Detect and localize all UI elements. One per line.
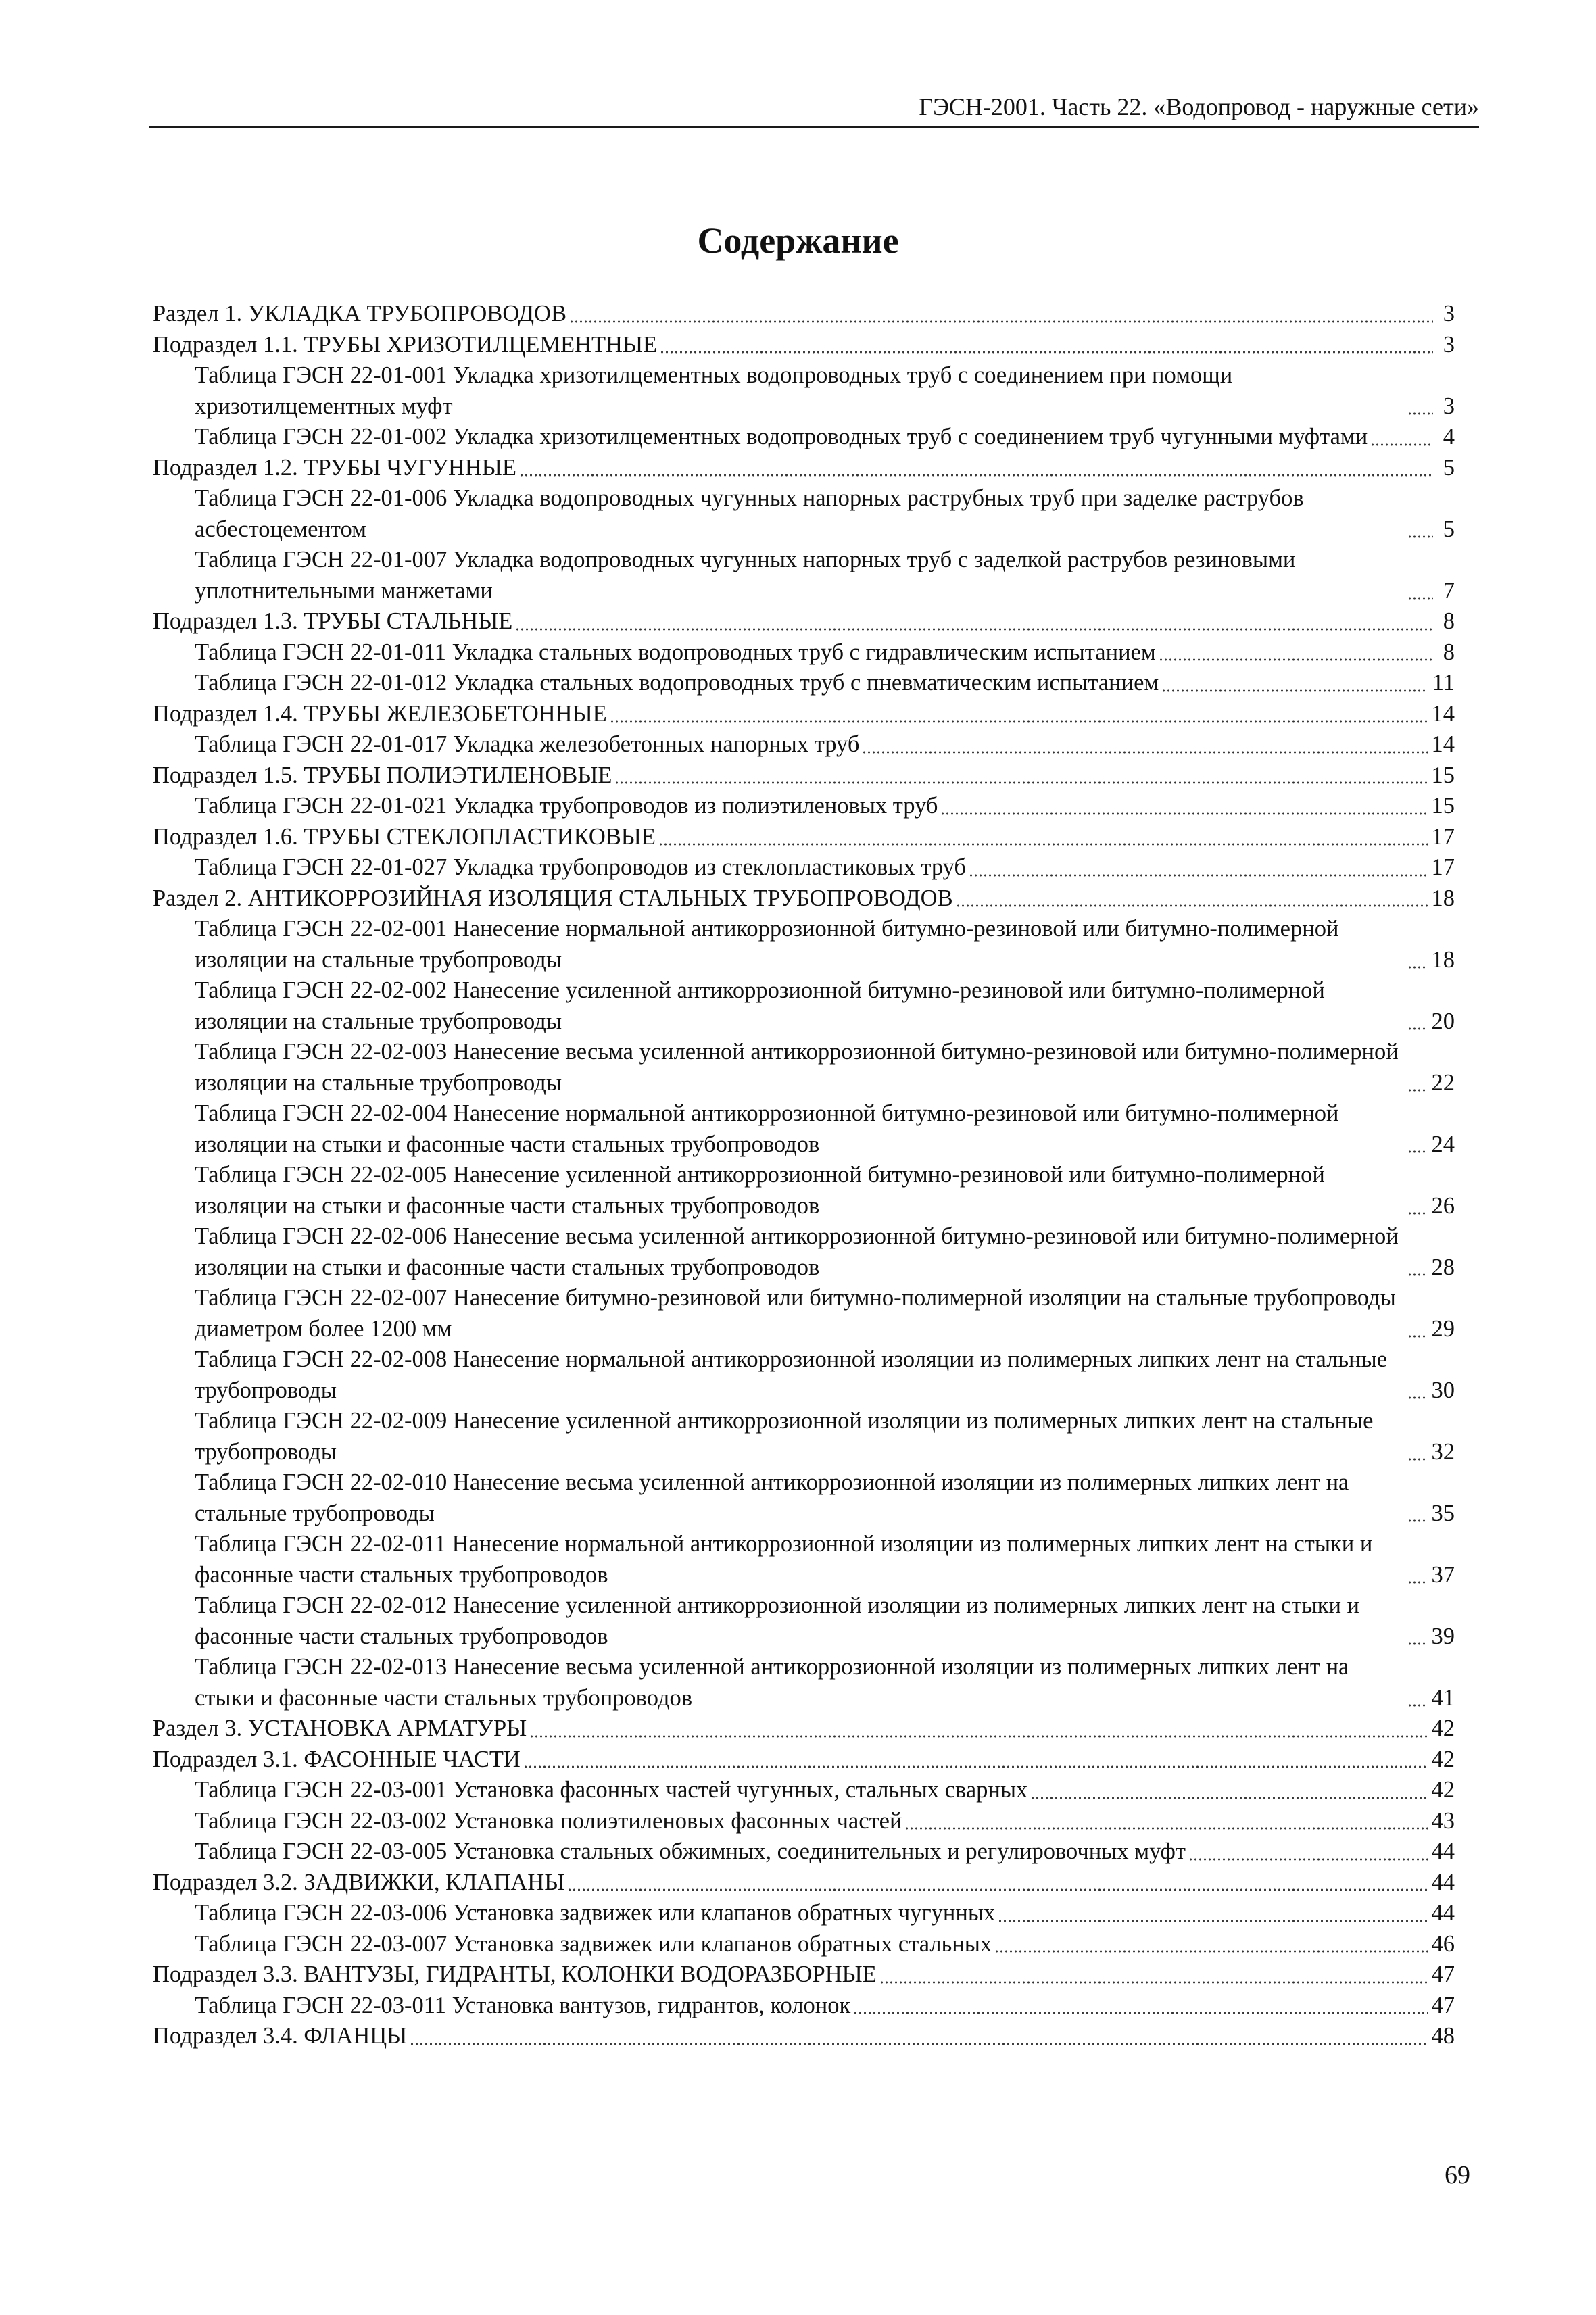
toc-entry-page: 17 bbox=[1431, 823, 1455, 850]
dot-leader bbox=[853, 2012, 1427, 2014]
toc-entry-table[interactable] bbox=[153, 637, 1455, 668]
dot-leader bbox=[1407, 1519, 1428, 1522]
toc-entry-title: Подраздел 1.5. ТРУБЫ ПОЛИЭТИЛЕНОВЫЕ bbox=[153, 762, 612, 788]
toc-entry-section[interactable] bbox=[153, 1713, 1455, 1745]
toc-entry-page: 47 bbox=[1431, 1961, 1455, 1987]
toc-entry-title: Таблица ГЭСН 22-02-001 Нанесение нормальной антикоррозионной битумно-резиновой или битумно-полимерной изоляции на стальные трубопроводы bbox=[195, 916, 1339, 973]
toc-entry-table[interactable] bbox=[153, 791, 1455, 822]
toc-entry-page: 3 bbox=[1443, 301, 1455, 326]
dot-leader bbox=[1407, 1150, 1428, 1153]
dot-leader bbox=[1407, 535, 1433, 538]
toc-entry-page: 44 bbox=[1431, 1838, 1455, 1864]
toc-entry-subsection[interactable] bbox=[153, 822, 1455, 853]
dot-leader bbox=[1407, 1581, 1428, 1584]
toc-entry-title: Таблица ГЭСН 22-01-001 Укладка хризотилцементных водопроводных труб с соединением при помощи хризотилцементных муфт bbox=[195, 362, 1233, 419]
toc-entry-title: Подраздел 1.4. ТРУБЫ ЖЕЛЕЗОБЕТОННЫЕ bbox=[153, 700, 607, 727]
dot-leader bbox=[1407, 1642, 1428, 1645]
dot-leader bbox=[1407, 597, 1433, 600]
toc-entry-subsection[interactable] bbox=[153, 760, 1455, 791]
toc-entry-page: 48 bbox=[1431, 2023, 1455, 2049]
toc-entry-subsection[interactable] bbox=[153, 2021, 1455, 2052]
dot-leader bbox=[956, 904, 1428, 907]
toc-entry-page: 20 bbox=[1431, 1008, 1455, 1034]
toc-entry-title: Таблица ГЭСН 22-03-005 Установка стальных обжимных, соединительных и регулировочных муфт bbox=[195, 1838, 1186, 1864]
toc-entry-subsection[interactable] bbox=[153, 699, 1455, 730]
toc-entry-page: 22 bbox=[1431, 1069, 1455, 1096]
toc-entry-title: Подраздел 3.4. ФЛАНЦЫ bbox=[153, 2023, 408, 2049]
toc-entry-page: 43 bbox=[1431, 1807, 1455, 1834]
dot-leader bbox=[1407, 1089, 1428, 1092]
dot-leader bbox=[998, 1920, 1427, 1922]
toc-entry-table[interactable] bbox=[153, 1221, 1455, 1283]
toc-entry-table[interactable] bbox=[153, 1898, 1455, 1929]
toc-entry-table[interactable] bbox=[153, 545, 1455, 606]
toc-entry-table[interactable] bbox=[153, 1652, 1455, 1713]
dot-leader bbox=[567, 1888, 1427, 1891]
toc-entry-table[interactable] bbox=[153, 422, 1455, 453]
toc-entry-title: Таблица ГЭСН 22-01-021 Укладка трубопроводов из полиэтиленовых труб bbox=[195, 793, 938, 819]
toc-entry-page: 26 bbox=[1431, 1192, 1455, 1219]
toc-entry-title: Таблица ГЭСН 22-03-006 Установка задвижек или клапанов обратных чугунных bbox=[195, 1900, 996, 1926]
toc-entry-page: 17 bbox=[1431, 854, 1455, 880]
toc-entry-page: 37 bbox=[1431, 1561, 1455, 1588]
toc-entry-table[interactable] bbox=[153, 1991, 1455, 2022]
dot-leader bbox=[994, 1950, 1427, 1953]
toc-entry-title: Таблица ГЭСН 22-02-013 Нанесение весьма усиленной антикоррозионной изоляции из полимерных липких лент на стыки и фасонные части стальных трубопроводов bbox=[195, 1654, 1349, 1711]
toc-entry-table[interactable] bbox=[153, 975, 1455, 1037]
toc-entry-title: Раздел 2. АНТИКОРРОЗИЙНАЯ ИЗОЛЯЦИЯ СТАЛЬНЫХ ТРУБОПРОВОДОВ bbox=[153, 885, 953, 911]
toc-entry-title: Таблица ГЭСН 22-03-001 Установка фасонных частей чугунных, стальных сварных bbox=[195, 1777, 1028, 1803]
dot-leader bbox=[1407, 1396, 1428, 1399]
toc-entry-page: 5 bbox=[1443, 454, 1455, 481]
dot-leader bbox=[610, 720, 1428, 723]
toc-entry-subsection[interactable] bbox=[153, 330, 1455, 361]
dot-leader bbox=[1407, 1027, 1428, 1030]
table-of-contents bbox=[153, 299, 1455, 2052]
toc-entry-page: 41 bbox=[1431, 1684, 1455, 1711]
toc-entry-subsection[interactable] bbox=[153, 1745, 1455, 1776]
dot-leader bbox=[1407, 1212, 1428, 1215]
dot-leader bbox=[969, 874, 1428, 877]
toc-entry-title: Таблица ГЭСН 22-02-011 Нанесение нормальной антикоррозионной изоляции из полимерных липких лент на стыки и фасонные части стальных трубопроводов bbox=[195, 1531, 1373, 1588]
dot-leader bbox=[1407, 966, 1428, 969]
toc-entry-title: Раздел 1. УКЛАДКА ТРУБОПРОВОДОВ bbox=[153, 301, 566, 326]
toc-entry-title: Таблица ГЭСН 22-01-007 Укладка водопроводных чугунных напорных труб с заделкой раструбов резиновыми уплотнительными манжетами bbox=[195, 547, 1296, 604]
dot-leader bbox=[940, 812, 1427, 815]
dot-leader bbox=[660, 351, 1433, 354]
toc-entry-page: 28 bbox=[1431, 1254, 1455, 1280]
toc-entry-page: 11 bbox=[1432, 670, 1455, 696]
toc-entry-section[interactable] bbox=[153, 299, 1455, 330]
toc-entry-page: 3 bbox=[1443, 331, 1455, 358]
toc-entry-title: Таблица ГЭСН 22-02-004 Нанесение нормальной антикоррозионной битумно-резиновой или битумно-полимерной изоляции на стыки и фасонные части стальных трубопроводов bbox=[195, 1100, 1339, 1157]
dot-leader bbox=[1407, 1458, 1428, 1461]
toc-entry-title: Таблица ГЭСН 22-02-003 Нанесение весьма усиленной антикоррозионной битумно-резиновой или битумно-полимерной изоляции на стальные трубопроводы bbox=[195, 1039, 1399, 1096]
dot-leader bbox=[515, 628, 1433, 631]
page-title: Содержание bbox=[697, 220, 899, 261]
dot-leader bbox=[862, 751, 1427, 754]
toc-entry-title: Таблица ГЭСН 22-01-006 Укладка водопроводных чугунных напорных раструбных труб при заделке раструбов асбестоцементом bbox=[195, 485, 1304, 542]
toc-entry-title: Подраздел 1.6. ТРУБЫ СТЕКЛОПЛАСТИКОВЫЕ bbox=[153, 823, 656, 850]
toc-entry-subsection[interactable] bbox=[153, 1868, 1455, 1899]
dot-leader bbox=[1188, 1858, 1428, 1861]
toc-entry-title: Таблица ГЭСН 22-01-002 Укладка хризотилцементных водопроводных труб с соединением труб чугунными муфтами bbox=[195, 424, 1368, 449]
toc-entry-title: Подраздел 1.3. ТРУБЫ СТАЛЬНЫЕ bbox=[153, 608, 513, 634]
dot-leader bbox=[569, 320, 1433, 323]
toc-entry-page: 18 bbox=[1431, 885, 1455, 911]
toc-entry-page: 39 bbox=[1431, 1623, 1455, 1649]
toc-entry-title: Таблица ГЭСН 22-02-009 Нанесение усиленной антикоррозионной изоляции из полимерных липких лент на стальные трубопроводы bbox=[195, 1408, 1374, 1465]
dot-leader bbox=[519, 474, 1433, 477]
toc-entry-page: 44 bbox=[1431, 1869, 1455, 1895]
toc-entry-page: 44 bbox=[1431, 1900, 1455, 1926]
toc-entry-table[interactable] bbox=[153, 483, 1455, 545]
toc-entry-page: 47 bbox=[1431, 1992, 1455, 2018]
toc-entry-table[interactable] bbox=[153, 1590, 1455, 1652]
dot-leader bbox=[879, 1981, 1428, 1984]
page-number: 69 bbox=[1445, 2161, 1470, 2189]
toc-entry-table[interactable] bbox=[153, 1806, 1455, 1837]
toc-entry-page: 42 bbox=[1431, 1746, 1455, 1772]
toc-entry-page: 35 bbox=[1431, 1500, 1455, 1526]
toc-entry-page: 7 bbox=[1443, 577, 1455, 604]
toc-entry-title: Таблица ГЭСН 22-01-011 Укладка стальных водопроводных труб с гидравлическим испытанием bbox=[195, 639, 1156, 665]
toc-entry-page: 8 bbox=[1443, 608, 1455, 634]
toc-entry-title: Таблица ГЭСН 22-02-008 Нанесение нормальной антикоррозионной изоляции из полимерных липких лент на стальные трубопроводы bbox=[195, 1346, 1388, 1403]
toc-entry-title: Таблица ГЭСН 22-02-002 Нанесение усиленной антикоррозионной битумно-резиновой или битумно-полимерной изоляции на стальные трубопроводы bbox=[195, 977, 1325, 1034]
toc-entry-page: 4 bbox=[1443, 424, 1455, 449]
toc-entry-title: Таблица ГЭСН 22-01-027 Укладка трубопроводов из стеклопластиковых труб bbox=[195, 854, 966, 880]
toc-entry-title: Таблица ГЭСН 22-02-012 Нанесение усиленной антикоррозионной изоляции из полимерных липких лент на стыки и фасонные части стальных трубопроводов bbox=[195, 1592, 1360, 1649]
toc-entry-page: 14 bbox=[1431, 700, 1455, 727]
toc-entry-subsection[interactable] bbox=[153, 1959, 1455, 1991]
toc-entry-table[interactable] bbox=[153, 1098, 1455, 1160]
toc-entry-page: 42 bbox=[1431, 1777, 1455, 1803]
toc-entry-title: Таблица ГЭСН 22-03-011 Установка вантузов, гидрантов, колонок bbox=[195, 1992, 851, 2018]
toc-entry-title: Таблица ГЭСН 22-02-007 Нанесение битумно-резиновой или битумно-полимерной изоляции на стальные трубопроводы диаметром более 1200 мм bbox=[195, 1285, 1396, 1342]
toc-entry-title: Подраздел 3.2. ЗАДВИЖКИ, КЛАПАНЫ bbox=[153, 1869, 565, 1895]
dot-leader bbox=[1370, 443, 1433, 446]
toc-entry-table[interactable] bbox=[153, 1283, 1455, 1344]
toc-entry-page: 30 bbox=[1431, 1377, 1455, 1403]
dot-leader bbox=[904, 1827, 1427, 1830]
dot-leader bbox=[1407, 1335, 1428, 1338]
toc-entry-table[interactable] bbox=[153, 1929, 1455, 1960]
toc-entry-page: 15 bbox=[1431, 762, 1455, 788]
running-head: ГЭСН-2001. Часть 22. «Водопровод - наружные сети» bbox=[919, 93, 1479, 120]
toc-entry-title: Таблица ГЭСН 22-02-005 Нанесение усиленной антикоррозионной битумно-резиновой или битумно-полимерной изоляции на стыки и фасонные части стальных трубопроводов bbox=[195, 1162, 1325, 1219]
toc-entry-page: 18 bbox=[1431, 946, 1455, 973]
toc-entry-page: 15 bbox=[1431, 793, 1455, 819]
dot-leader bbox=[1159, 658, 1433, 661]
toc-entry-title: Подраздел 3.3. ВАНТУЗЫ, ГИДРАНТЫ, КОЛОНКИ ВОДОРАЗБОРНЫЕ bbox=[153, 1961, 877, 1987]
toc-entry-title: Раздел 3. УСТАНОВКА АРМАТУРЫ bbox=[153, 1715, 527, 1741]
dot-leader bbox=[523, 1765, 1428, 1768]
toc-entry-subsection[interactable] bbox=[153, 453, 1455, 484]
toc-entry-table[interactable] bbox=[153, 914, 1455, 975]
toc-entry-title: Таблица ГЭСН 22-01-012 Укладка стальных водопроводных труб с пневматическим испытанием bbox=[195, 670, 1159, 696]
toc-entry-table[interactable] bbox=[153, 360, 1455, 422]
toc-entry-title: Таблица ГЭСН 22-01-017 Укладка железобетонных напорных труб bbox=[195, 731, 860, 757]
dot-leader bbox=[658, 843, 1428, 846]
toc-entry-page: 5 bbox=[1443, 516, 1455, 542]
toc-entry-title: Подраздел 3.1. ФАСОННЫЕ ЧАСТИ bbox=[153, 1746, 521, 1772]
toc-entry-page: 3 bbox=[1443, 393, 1455, 419]
dot-leader bbox=[1030, 1797, 1427, 1799]
toc-entry-table[interactable] bbox=[153, 729, 1455, 760]
toc-entry-table[interactable] bbox=[153, 1836, 1455, 1868]
toc-entry-page: 46 bbox=[1431, 1930, 1455, 1957]
toc-entry-page: 8 bbox=[1443, 639, 1455, 665]
toc-entry-page: 24 bbox=[1431, 1131, 1455, 1157]
toc-entry-table[interactable] bbox=[153, 1160, 1455, 1221]
toc-entry-title: Таблица ГЭСН 22-02-006 Нанесение весьма усиленной антикоррозионной битумно-резиновой или битумно-полимерной изоляции на стыки и фасонные части стальных трубопроводов bbox=[195, 1223, 1399, 1280]
toc-entry-title: Подраздел 1.1. ТРУБЫ ХРИЗОТИЛЦЕМЕНТНЫЕ bbox=[153, 331, 658, 358]
toc-entry-page: 29 bbox=[1431, 1315, 1455, 1342]
toc-entry-table[interactable] bbox=[153, 1344, 1455, 1406]
toc-entry-title: Подраздел 1.2. ТРУБЫ ЧУГУННЫЕ bbox=[153, 454, 516, 481]
toc-entry-title: Таблица ГЭСН 22-03-007 Установка задвижек или клапанов обратных стальных bbox=[195, 1930, 992, 1957]
toc-entry-table[interactable] bbox=[153, 1037, 1455, 1098]
toc-entry-table[interactable] bbox=[153, 1467, 1455, 1529]
toc-entry-table[interactable] bbox=[153, 852, 1455, 883]
dot-leader bbox=[1407, 1273, 1428, 1276]
toc-entry-title: Таблица ГЭСН 22-02-010 Нанесение весьма усиленной антикоррозионной изоляции из полимерных липких лент на стальные трубопроводы bbox=[195, 1469, 1349, 1526]
toc-entry-title: Таблица ГЭСН 22-03-002 Установка полиэтиленовых фасонных частей bbox=[195, 1807, 902, 1834]
dot-leader bbox=[529, 1735, 1427, 1738]
page-header bbox=[149, 87, 1479, 128]
toc-entry-table[interactable] bbox=[153, 1529, 1455, 1590]
toc-entry-section[interactable] bbox=[153, 883, 1455, 915]
dot-leader bbox=[1407, 412, 1433, 415]
toc-entry-table[interactable] bbox=[153, 668, 1455, 699]
toc-entry-page: 14 bbox=[1431, 731, 1455, 757]
toc-entry-page: 32 bbox=[1431, 1438, 1455, 1465]
toc-entry-page: 42 bbox=[1431, 1715, 1455, 1741]
dot-leader bbox=[1407, 1704, 1428, 1707]
dot-leader bbox=[614, 781, 1427, 784]
toc-entry-subsection[interactable] bbox=[153, 606, 1455, 637]
dot-leader bbox=[410, 2043, 1427, 2045]
toc-entry-table[interactable] bbox=[153, 1775, 1455, 1806]
dot-leader bbox=[1161, 689, 1428, 692]
toc-entry-table[interactable] bbox=[153, 1406, 1455, 1467]
